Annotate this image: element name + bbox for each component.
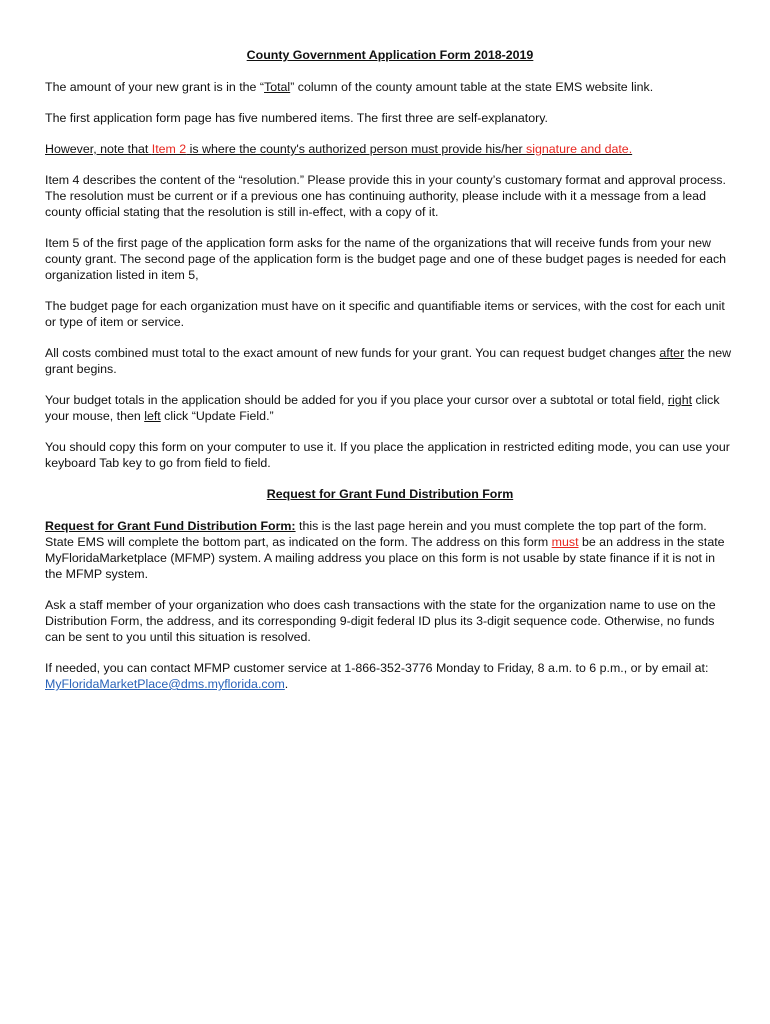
after-term: after bbox=[659, 346, 685, 360]
document-page bbox=[45, 47, 735, 707]
paragraph-budget-page: The budget page for each organization must have on it specific and quantifiable items or services, with the cost for each unit or type of item or service. bbox=[45, 299, 725, 329]
text: ” column of the county amount table at the state EMS website link. bbox=[290, 80, 654, 94]
document-title: County Government Application Form 2018-2019 bbox=[246, 48, 534, 62]
email-link[interactable]: MyFloridaMarketPlace@dms.myflorida.com bbox=[45, 677, 285, 691]
text: Your budget totals in the application should be added for you if you place your cursor over a subtotal or total field, bbox=[45, 393, 668, 407]
text: this is the last page herein and you must complete the top part of the form. State EMS will complete the bottom part, as indicated on the form. The address on this form bbox=[45, 519, 707, 549]
paragraph-item2-note bbox=[45, 141, 735, 157]
paragraph-numbered-items: The first application form page has five numbered items. The first three are self-explanatory. bbox=[45, 111, 548, 125]
item2-highlight: Item 2 bbox=[151, 142, 187, 156]
paragraph-costs-total bbox=[45, 345, 735, 377]
text: be an address in the state MyFloridaMarketplace (MFMP) system. A mailing address you place on this form is not usable by state finance if it is not in the MFMP system. bbox=[45, 535, 725, 581]
text: All costs combined must total to the exact amount of new funds for your grant. You can request budget changes bbox=[45, 346, 660, 360]
text: However, note that bbox=[45, 142, 152, 156]
distribution-form-lead: Request for Grant Fund Distribution Form: bbox=[45, 519, 296, 533]
signature-highlight: signature and date. bbox=[526, 142, 633, 156]
text: . bbox=[284, 677, 289, 691]
must-highlight: must bbox=[551, 535, 579, 549]
paragraph-item4-resolution: Item 4 describes the content of the “resolution.” Please provide this in your county’s customary format and approval process. The resolution must be current or if a previous one has continuing authority, please include with it a message from a lead county official stating that the resolution is still in-effect, with a copy of it. bbox=[45, 173, 726, 219]
total-term: Total bbox=[264, 80, 291, 94]
left-term: left bbox=[144, 409, 161, 423]
text: click “Update Field.” bbox=[160, 409, 274, 423]
paragraph-copy-form: You should copy this form on your computer to use it. If you place the application in restricted editing mode, you can use your keyboard Tab key to go from field to field. bbox=[45, 440, 730, 470]
text: the new grant begins. bbox=[45, 346, 732, 376]
section-title: Request for Grant Fund Distribution Form bbox=[266, 487, 514, 501]
text: is where the county's authorized person must provide his/her bbox=[186, 142, 527, 156]
text: The amount of your new grant is in the “ bbox=[45, 80, 265, 94]
text: If needed, you can contact MFMP customer service at 1-866-352-3776 Monday to Friday, 8 a.m. to 6 p.m., or by email at: bbox=[45, 661, 709, 675]
right-term: right bbox=[667, 393, 693, 407]
paragraph-distribution-form bbox=[45, 518, 735, 582]
paragraph-staff-member: Ask a staff member of your organization who does cash transactions with the state for the organization name to use on the Distribution Form, the address, and its corresponding 9-digit federal ID plus its 3-digit sequence code. Otherwise, no funds can be sent to you until this situation is resolved. bbox=[45, 598, 716, 644]
paragraph-budget-totals bbox=[45, 392, 735, 424]
paragraph-item5-organizations: Item 5 of the first page of the application form asks for the name of the organizations that will receive funds from your new county grant. The second page of the application form is the budget page and one of these budget pages is needed for each organization listed in item 5, bbox=[45, 236, 727, 282]
paragraph-contact bbox=[45, 660, 735, 692]
text: click your mouse, then bbox=[45, 393, 720, 423]
paragraph-grant-amount bbox=[45, 79, 735, 95]
